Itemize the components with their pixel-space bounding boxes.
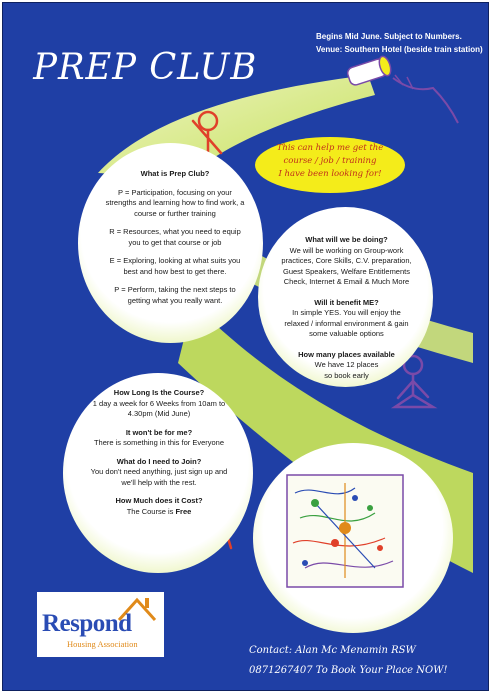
places-heading: How many places available (298, 349, 395, 359)
what-is-p2: P = Perform, taking the next steps to getting what you really want. (114, 285, 236, 305)
what-is-section (105, 169, 245, 306)
benefit-body: In simple YES. You will enjoy the relaxed / informal environment & gain some valuable options (284, 308, 409, 338)
length-body: 1 day a week for 6 Weeks from 10am to 4.30pm (Mid June) (92, 398, 226, 418)
what-is-heading: What is Prep Club? (140, 169, 210, 178)
contact-name: Contact: Alan Mc Menamin RSW (249, 645, 416, 656)
page-title: PREP CLUB (33, 47, 258, 88)
logo-subtitle: Housing Association (67, 639, 138, 649)
cost-free: Free (175, 506, 192, 516)
for-me-heading: It won't be for me? (125, 427, 193, 437)
respond-logo (37, 592, 164, 657)
contact-phone: 0871267407 To Book Your Place NOW! (249, 665, 448, 676)
start-info: Begins Mid June. Subject to Numbers. (316, 32, 462, 41)
cost-heading: How Much does it Cost? (115, 496, 203, 505)
flyer-frame (2, 2, 489, 691)
course-section (89, 388, 229, 517)
contact-info (249, 641, 489, 681)
logo-wordmark: Respond (42, 610, 132, 637)
benefit-heading: Will it benefit ME? (314, 297, 379, 307)
what-is-e: E = Exploring, looking at what suits you best and how best to get there. (109, 256, 241, 276)
doing-heading: What will we be doing? (305, 235, 388, 244)
length-heading: How Long Is the Course? (113, 388, 205, 397)
cost-body (89, 507, 229, 518)
venue-info: Venue: Southern Hotel (beside train station) (316, 45, 483, 54)
top-info (316, 30, 489, 56)
doing-section (279, 235, 414, 381)
join-heading: What do I need to Join? (116, 456, 202, 466)
bubble-line-2: course / job / training (283, 156, 377, 166)
bubble-line-3: I have been looking for! (278, 169, 382, 179)
cost-body-pre: The Course is (126, 506, 176, 516)
mindmap-board-icon (285, 473, 405, 593)
places-body-1: We have 12 places (314, 360, 379, 369)
bubble-line-1: This can help me get the (276, 143, 384, 153)
join-body: You don't need anything, just sign up and we'll help with the rest. (90, 467, 228, 487)
what-is-r: R = Resources, what you need to equip you to get that course or job (109, 227, 241, 247)
speech-bubble-text (261, 142, 399, 181)
for-me-body: There is something in this for Everyone (93, 438, 225, 447)
places-body-2: so book early (324, 370, 369, 380)
what-is-p: P = Participation, focusing on your strengths and learning how to find work, a course or further training (105, 187, 245, 218)
doing-body: We will be working on Group-work practices, Core Skills, C.V. preparation, Guest Speakers, Welfare Entitlements Check, Internet & Email & Much More (281, 245, 412, 286)
